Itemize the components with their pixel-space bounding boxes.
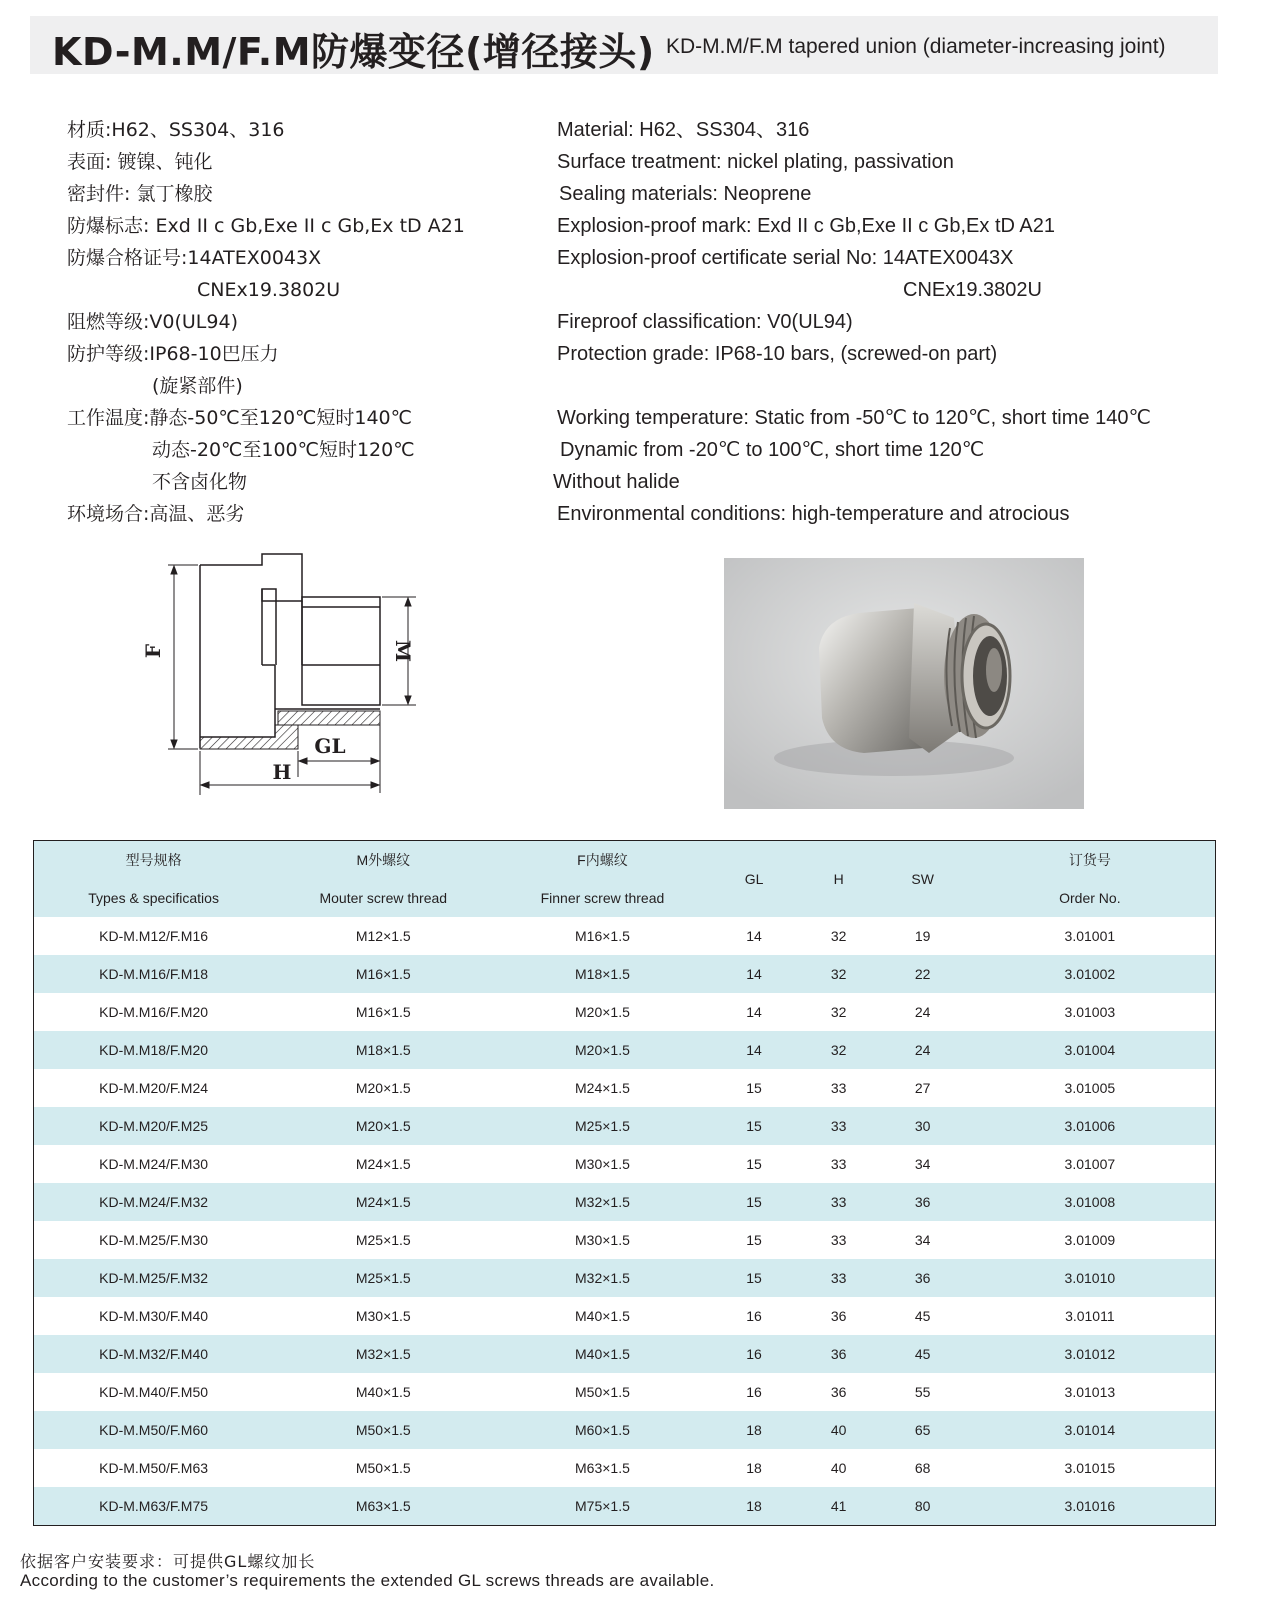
spec-cn-cert: 防爆合格证号:14ATEX0043X <box>67 247 322 269</box>
cell-h: 32 <box>830 1004 847 1020</box>
cell-sw: 45 <box>881 1335 965 1373</box>
cell-m: M12×1.5 <box>355 928 411 944</box>
header-gl: GL <box>712 841 797 917</box>
cell-gl: 14 <box>712 955 797 993</box>
cell-f: M16×1.5 <box>575 928 630 944</box>
cell-m: M50×1.5 <box>273 1411 493 1449</box>
table-row <box>34 1449 1215 1487</box>
cell-h: 36 <box>830 1308 847 1324</box>
spec-en-cert2: CNEx19.3802U <box>903 279 1042 301</box>
table-row <box>34 1373 1215 1411</box>
spec-cn-protection2: (旋紧部件) <box>152 375 243 397</box>
spec-en-cert: Explosion-proof certificate serial No: 14ATEX0043X <box>557 247 1014 269</box>
diagram-label-h: H <box>272 760 292 784</box>
cell-sw: 27 <box>914 1080 931 1096</box>
cell-h: 40 <box>797 1411 881 1449</box>
spec-cn-fireproof: 阻燃等级:V0(UL94) <box>67 311 238 333</box>
cell-type: KD-M.M16/F.M20 <box>99 1004 209 1020</box>
cell-type: KD-M.M16/F.M18 <box>34 955 273 993</box>
cell-f: M32×1.5 <box>493 1183 711 1221</box>
cell-order: 3.01001 <box>1064 928 1116 944</box>
cell-gl: 16 <box>746 1308 762 1324</box>
table-row <box>34 993 1215 1031</box>
cell-order: 3.01015 <box>1064 1460 1116 1476</box>
cell-f: M18×1.5 <box>493 955 711 993</box>
table-row <box>34 1221 1215 1259</box>
cell-m: M24×1.5 <box>355 1156 411 1172</box>
cell-m: M18×1.5 <box>273 1031 493 1069</box>
cell-m: M20×1.5 <box>355 1080 411 1096</box>
spec-en-material: Material: H62、SS304、316 <box>557 119 810 141</box>
cell-h: 36 <box>797 1335 881 1373</box>
cell-h: 41 <box>797 1487 881 1525</box>
cell-m: M30×1.5 <box>355 1308 411 1324</box>
page-subtitle: KD-M.M/F.M tapered union (diameter-increasing joint) <box>666 35 1166 58</box>
cell-f: M40×1.5 <box>575 1308 630 1324</box>
cell-h: 32 <box>797 1031 881 1069</box>
cell-order: 3.01009 <box>1064 1232 1116 1248</box>
cell-h: 36 <box>830 1384 847 1400</box>
cell-sw: 68 <box>914 1460 931 1476</box>
spec-en-seal: Sealing materials: Neoprene <box>559 183 812 205</box>
cell-order: 3.01012 <box>965 1335 1215 1373</box>
cell-order: 3.01008 <box>965 1183 1215 1221</box>
table-row <box>34 1145 1215 1183</box>
cell-order: 3.01002 <box>965 955 1215 993</box>
cell-f: M60×1.5 <box>493 1411 711 1449</box>
header-type-cn: 型号规格 <box>34 841 273 879</box>
cell-type: KD-M.M32/F.M40 <box>34 1335 273 1373</box>
header-m-en: Mouter screw thread <box>273 879 493 917</box>
cell-h: 32 <box>830 928 847 944</box>
spec-cn-cert2: CNEx19.3802U <box>197 279 341 301</box>
cell-f: M20×1.5 <box>575 1004 630 1020</box>
spec-en-protection: Protection grade: IP68-10 bars, (screwed-on part) <box>557 343 998 365</box>
table-header-row <box>34 841 1215 879</box>
cell-gl: 15 <box>712 1259 797 1297</box>
table-row <box>34 955 1215 993</box>
cell-m: M40×1.5 <box>355 1384 411 1400</box>
cell-m: M25×1.5 <box>355 1232 411 1248</box>
cell-f: M30×1.5 <box>575 1156 630 1172</box>
cell-order: 3.01007 <box>1064 1156 1116 1172</box>
header-f-cn: F内螺纹 <box>493 841 711 879</box>
header-order-cn: 订货号 <box>965 841 1215 879</box>
cell-order: 3.01005 <box>1064 1080 1116 1096</box>
cell-sw: 22 <box>881 955 965 993</box>
spec-cn-temp: 工作温度:静态-50℃至120℃短时140℃ <box>67 407 412 429</box>
cell-m: M16×1.5 <box>273 955 493 993</box>
cell-f: M24×1.5 <box>575 1080 630 1096</box>
diagram-label-gl: GL <box>314 734 346 758</box>
cell-sw: 80 <box>881 1487 965 1525</box>
spec-cn-seal: 密封件: 氯丁橡胶 <box>67 183 213 205</box>
cell-order: 3.01006 <box>965 1107 1215 1145</box>
diagram-label-m: M <box>391 639 415 663</box>
cell-type: KD-M.M40/F.M50 <box>99 1384 209 1400</box>
cell-gl: 14 <box>712 1031 797 1069</box>
page-title: KD-M.M/F.M防爆变径(增径接头) <box>52 30 655 74</box>
cell-gl: 16 <box>712 1335 797 1373</box>
title-bar <box>30 16 1218 74</box>
spec-en-halide: Without halide <box>553 471 680 493</box>
cell-m: M32×1.5 <box>273 1335 493 1373</box>
diagram-label-f: F <box>141 643 165 659</box>
table-row <box>34 1259 1215 1297</box>
cell-gl: 15 <box>746 1156 762 1172</box>
header-order-en: Order No. <box>965 879 1215 917</box>
cell-f: M30×1.5 <box>575 1232 630 1248</box>
table-header-row-en <box>34 879 1215 917</box>
table-row <box>34 1107 1215 1145</box>
cell-f: M20×1.5 <box>493 1031 711 1069</box>
spec-cn-halide: 不含卤化物 <box>152 471 248 493</box>
cell-type: KD-M.M24/F.M32 <box>34 1183 273 1221</box>
cell-h: 33 <box>830 1080 847 1096</box>
cell-sw: 36 <box>881 1183 965 1221</box>
header-type-en: Types & specificatios <box>34 879 273 917</box>
cell-m: M16×1.5 <box>355 1004 411 1020</box>
cell-f: M50×1.5 <box>575 1384 630 1400</box>
cell-sw: 24 <box>914 1004 931 1020</box>
table-row <box>34 917 1215 955</box>
cell-gl: 18 <box>746 1460 762 1476</box>
cell-sw: 65 <box>881 1411 965 1449</box>
cell-gl: 15 <box>712 1183 797 1221</box>
cell-gl: 18 <box>712 1487 797 1525</box>
spec-en-temp: Working temperature: Static from -50℃ to 120℃, short time 140℃ <box>557 407 1151 429</box>
header-h: H <box>797 841 881 917</box>
cell-order: 3.01014 <box>965 1411 1215 1449</box>
header-f-en: Finner screw thread <box>493 879 711 917</box>
cell-h: 32 <box>797 955 881 993</box>
cell-gl: 16 <box>746 1384 762 1400</box>
cell-type: KD-M.M25/F.M30 <box>99 1232 209 1248</box>
spec-cn-surface: 表面: 镀镍、钝化 <box>67 151 213 173</box>
spec-cn-material: 材质:H62、SS304、316 <box>67 119 285 141</box>
table-row <box>34 1297 1215 1335</box>
cell-sw: 24 <box>881 1031 965 1069</box>
table-body <box>34 917 1215 1525</box>
table-row <box>34 1335 1215 1373</box>
cell-sw: 30 <box>881 1107 965 1145</box>
cell-f: M63×1.5 <box>575 1460 630 1476</box>
cell-type: KD-M.M50/F.M60 <box>34 1411 273 1449</box>
cell-type: KD-M.M12/F.M16 <box>99 928 209 944</box>
table-row <box>34 1069 1215 1107</box>
spec-table <box>33 840 1216 1526</box>
header-sw: SW <box>881 841 965 917</box>
table-row <box>34 1487 1215 1525</box>
spec-cn-mark: 防爆标志: Exd II c Gb,Exe II c Gb,Ex tD A21 <box>67 215 465 237</box>
cell-f: M32×1.5 <box>493 1259 711 1297</box>
spec-cn-protection: 防护等级:IP68-10巴压力 <box>67 343 279 365</box>
header-m-cn: M外螺纹 <box>273 841 493 879</box>
cell-order: 3.01016 <box>965 1487 1215 1525</box>
cell-gl: 15 <box>746 1232 762 1248</box>
cell-sw: 55 <box>914 1384 931 1400</box>
cell-order: 3.01004 <box>965 1031 1215 1069</box>
cell-type: KD-M.M20/F.M24 <box>99 1080 209 1096</box>
cell-order: 3.01011 <box>1065 1308 1115 1324</box>
cell-h: 33 <box>830 1156 847 1172</box>
spec-en-env: Environmental conditions: high-temperature and atrocious <box>557 503 1070 525</box>
cell-type: KD-M.M20/F.M25 <box>34 1107 273 1145</box>
spec-cn-temp2: 动态-20℃至100℃短时120℃ <box>152 439 415 461</box>
cell-order: 3.01003 <box>1064 1004 1116 1020</box>
cell-m: M25×1.5 <box>273 1259 493 1297</box>
spec-en-mark: Explosion-proof mark: Exd II c Gb,Exe II c Gb,Ex tD A21 <box>557 215 1055 237</box>
cell-type: KD-M.M50/F.M63 <box>99 1460 209 1476</box>
cell-sw: 34 <box>914 1156 931 1172</box>
cell-type: KD-M.M30/F.M40 <box>99 1308 209 1324</box>
cell-h: 40 <box>830 1460 847 1476</box>
technical-drawing <box>141 553 440 808</box>
cell-gl: 15 <box>712 1107 797 1145</box>
cell-sw: 34 <box>914 1232 931 1248</box>
cell-gl: 15 <box>746 1080 762 1096</box>
cell-h: 33 <box>797 1259 881 1297</box>
cell-gl: 14 <box>746 1004 762 1020</box>
cell-type: KD-M.M25/F.M32 <box>34 1259 273 1297</box>
table-row <box>34 1183 1215 1221</box>
spec-en-fireproof: Fireproof classification: V0(UL94) <box>557 311 853 333</box>
cell-order: 3.01013 <box>1064 1384 1116 1400</box>
cell-m: M63×1.5 <box>273 1487 493 1525</box>
cell-m: M20×1.5 <box>273 1107 493 1145</box>
cell-h: 33 <box>830 1232 847 1248</box>
cell-gl: 14 <box>746 928 762 944</box>
cell-m: M24×1.5 <box>273 1183 493 1221</box>
cell-sw: 19 <box>914 928 931 944</box>
spec-en-temp2: Dynamic from -20℃ to 100℃, short time 120℃ <box>560 439 985 461</box>
spec-en-surface: Surface treatment: nickel plating, passivation <box>557 151 954 173</box>
cell-order: 3.01010 <box>965 1259 1215 1297</box>
table-row <box>34 1031 1215 1069</box>
cell-sw: 45 <box>914 1308 931 1324</box>
cell-type: KD-M.M63/F.M75 <box>34 1487 273 1525</box>
cell-type: KD-M.M24/F.M30 <box>99 1156 209 1172</box>
cell-f: M75×1.5 <box>493 1487 711 1525</box>
spec-cn-env: 环境场合:高温、恶劣 <box>67 503 245 525</box>
cell-h: 33 <box>797 1107 881 1145</box>
table-row <box>34 1411 1215 1449</box>
cell-m: M50×1.5 <box>355 1460 411 1476</box>
cell-f: M25×1.5 <box>493 1107 711 1145</box>
footer-note-en: According to the customer’s requirements the extended GL screws threads are available. <box>20 1571 715 1590</box>
product-photo <box>724 558 1084 809</box>
cell-f: M40×1.5 <box>493 1335 711 1373</box>
cell-h: 33 <box>797 1183 881 1221</box>
cell-gl: 18 <box>712 1411 797 1449</box>
footer-note-cn: 依据客户安装要求：可提供GL螺纹加长 <box>20 1552 316 1571</box>
cell-type: KD-M.M18/F.M20 <box>34 1031 273 1069</box>
cell-sw: 36 <box>881 1259 965 1297</box>
